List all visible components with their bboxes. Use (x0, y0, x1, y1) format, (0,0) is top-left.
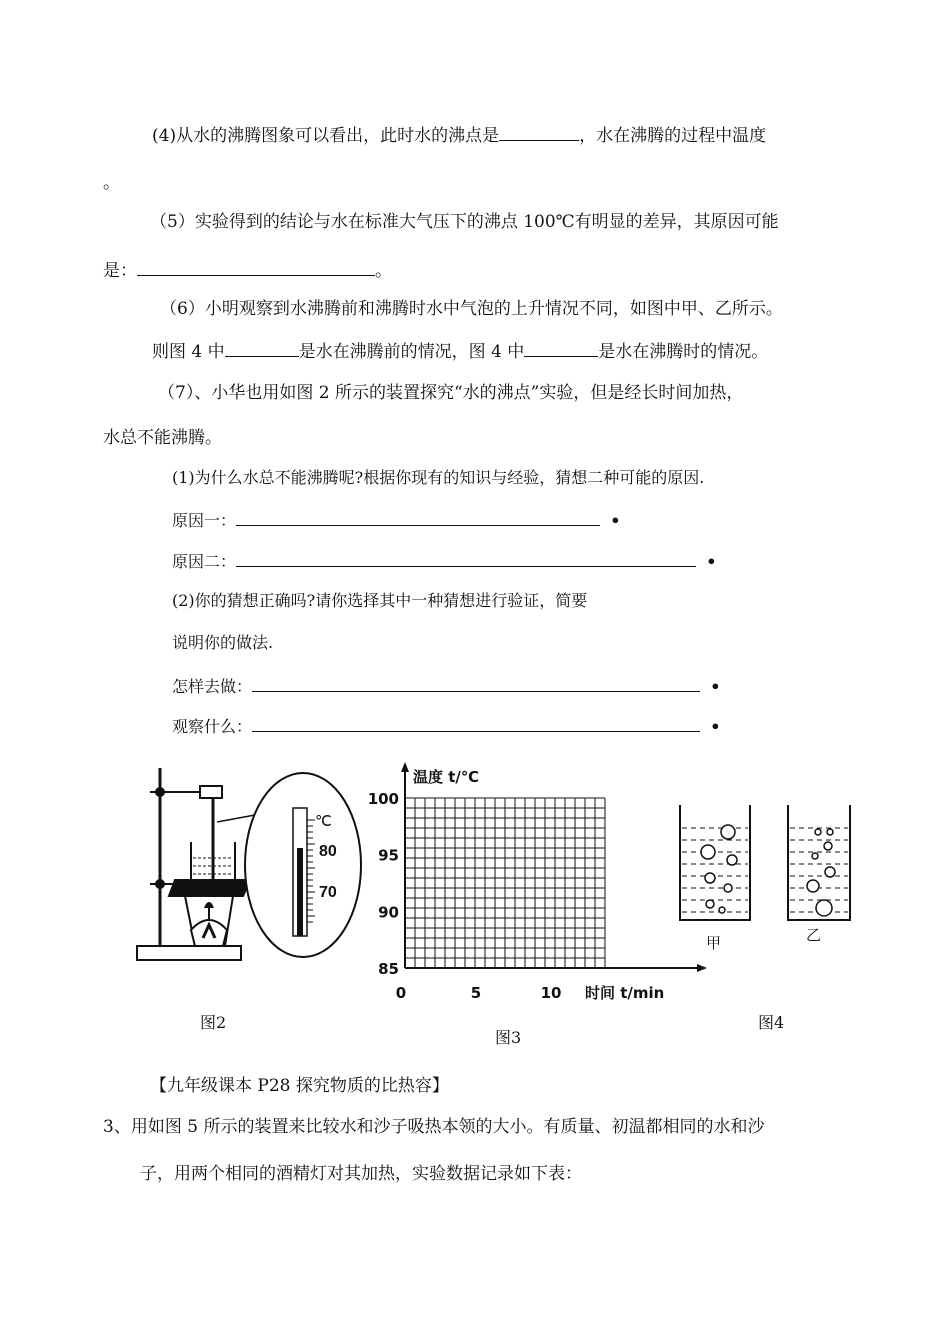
q6-line-2 (152, 339, 768, 363)
q6-text-a: （6）小明观察到水沸腾前和沸腾时水中气泡的上升情况不同，如图中甲、乙所示。 (160, 299, 783, 319)
y-tick-label: 100 (367, 790, 399, 808)
q4-blank-boiling-point[interactable] (499, 123, 579, 141)
q7-observe-line (172, 714, 720, 738)
chart-y-axis-label: 温度 t/℃ (413, 768, 480, 786)
q6-blank-before[interactable] (225, 339, 299, 357)
q7-reason2-label: 原因二： (172, 552, 237, 571)
q7-how-dot: • (710, 677, 721, 696)
figure-4-beakers (670, 800, 860, 950)
q4-text-b: ，水在沸腾的过程中温度 (579, 126, 767, 146)
wire-gauze (169, 880, 250, 896)
q6-line-1 (160, 298, 783, 320)
x-axis-arrow (697, 964, 707, 972)
q7-sub2b (172, 632, 273, 654)
q6-text-d: 是水在沸腾时的情况。 (598, 342, 769, 362)
label-yi: 乙 (806, 926, 822, 944)
q4-text-a: (4)从水的沸腾图象可以看出，此时水的沸点是 (152, 126, 500, 146)
x-tick-label: 10 (540, 984, 562, 1002)
q7-sub2b-text: 说明你的做法. (172, 633, 274, 652)
figure-2-caption: 图2 (200, 1013, 227, 1032)
thermometer-label-80: 80 (319, 843, 337, 860)
figure-2-apparatus (125, 760, 365, 980)
stand-base (137, 946, 241, 960)
beaker-jia (680, 805, 750, 920)
q7-observe-label: 观察什么： (172, 717, 253, 736)
y-tick-label: 90 (378, 903, 399, 922)
q3-text-b: 子，用两个相同的酒精灯对其加热，实验数据记录如下表： (140, 1164, 582, 1184)
q3-text-a: 3、用如图 5 所示的装置来比较水和沙子吸热本领的大小。有质量、初温都相同的水和沙 (103, 1117, 765, 1137)
y-tick-label: 95 (378, 846, 399, 865)
thermometer-label-70: 70 (319, 884, 337, 901)
q4-line-1 (152, 123, 766, 147)
chart-x-axis-label: 时间 t/min (585, 984, 665, 1002)
section-heading-text: 【九年级课本 P28 探究物质的比热容】 (150, 1076, 449, 1096)
q6-text-c: 是水在沸腾前的情况，图 4 中 (298, 342, 525, 362)
q5-blank-reason[interactable] (137, 258, 375, 276)
q7-reason2-dot: • (706, 552, 717, 571)
q7-reason2-line (172, 549, 716, 573)
chart-grid (405, 798, 605, 968)
q7-sub2 (172, 590, 587, 612)
q5-text-a: （5）实验得到的结论与水在标准大气压下的沸点 100℃有明显的差异，其原因可能 (150, 212, 779, 232)
q5-line-1 (150, 211, 779, 233)
x-tick-label: 0 (395, 984, 407, 1002)
q7-text-a: （7）、小华也用如图 2 所示的装置探究“水的沸点”实验，但是经长时间加热， (158, 383, 744, 403)
y-axis-arrow (401, 762, 409, 772)
q4-line-2 (103, 172, 120, 194)
q7-how-line (172, 674, 720, 698)
figure-3-chart (365, 760, 715, 1005)
thermometer-zoom (245, 773, 361, 957)
q7-how-label: 怎样去做： (172, 677, 253, 696)
y-tick-label: 85 (378, 960, 399, 978)
q3-line-1 (103, 1116, 764, 1138)
q7-line-1 (158, 382, 743, 404)
q7-observe-dot: • (710, 717, 721, 736)
q6-blank-during[interactable] (524, 339, 598, 357)
x-tick-label: 5 (470, 984, 482, 1002)
figure-3-caption: 图3 (495, 1028, 522, 1047)
q5-text-c: 。 (375, 261, 392, 281)
thermometer-unit: ℃ (315, 813, 332, 830)
q5-line-2 (103, 258, 392, 282)
label-jia: 甲 (706, 934, 722, 950)
q7-text-b: 水总不能沸腾。 (103, 428, 222, 448)
figure-4-caption: 图4 (758, 1013, 785, 1032)
section-heading (150, 1075, 449, 1097)
q4-text-c: 。 (103, 173, 120, 193)
q7-reason2-blank[interactable] (236, 549, 696, 567)
q7-reason1-label: 原因一： (172, 511, 237, 530)
q6-text-b: 则图 4 中 (152, 342, 225, 362)
q7-line-2 (103, 427, 222, 449)
chart-axes (401, 762, 707, 972)
q7-sub1 (172, 467, 704, 489)
q7-reason1-dot: • (610, 511, 621, 530)
q7-reason1-blank[interactable] (236, 508, 600, 526)
q3-line-2 (140, 1163, 582, 1185)
q5-text-b: 是： (103, 261, 137, 281)
q7-sub1-text: (1)为什么水总不能沸腾呢?根据你现有的知识与经验，猜想二种可能的原因. (172, 468, 705, 487)
q7-reason1-line (172, 508, 620, 532)
q7-sub2-text: (2)你的猜想正确吗?请你选择其中一种猜想进行验证，简要 (172, 591, 588, 610)
q7-how-blank[interactable] (252, 674, 700, 692)
q7-observe-blank[interactable] (252, 714, 700, 732)
